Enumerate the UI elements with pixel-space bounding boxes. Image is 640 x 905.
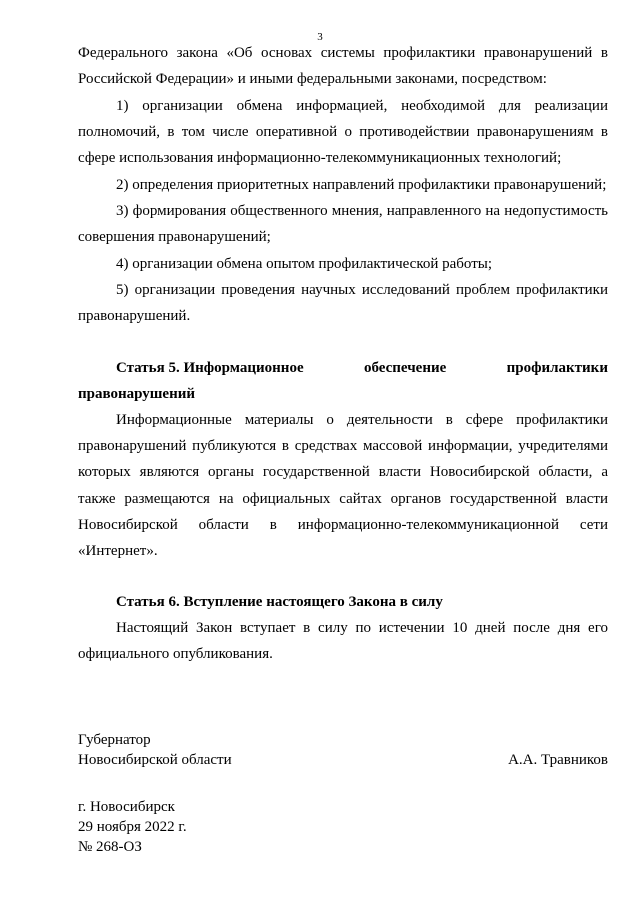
signatory-name: А.А. Травников (508, 752, 608, 768)
city: г. Новосибирск (78, 799, 175, 815)
law-number: № 268-ОЗ (78, 839, 142, 855)
place-date-block (78, 797, 187, 857)
article6-text: Настоящий Закон вступает в силу по истечении 10 дней после дня его официального опубликования. (78, 620, 608, 663)
signature-block (78, 730, 608, 770)
list-item-1: 1) организации обмена информацией, необходимой для реализации полномочий, в том числе оперативной о противодействии правонарушениям в сфере использования информационно-телекоммуникационных технологий; (78, 98, 608, 167)
article6-heading: Статья 6. Вступление настоящего Закона в силу (116, 594, 443, 610)
article5-heading (78, 355, 608, 407)
date: 29 ноября 2022 г. (78, 819, 187, 835)
article5-heading-part2: обеспечение (363, 360, 447, 376)
list-item-4: 4) организации обмена опытом профилактической работы; (116, 256, 493, 272)
article5-heading-part3: профилактики (506, 360, 608, 376)
signature-position-line1: Губернатор (78, 732, 151, 748)
page-number: 3 (317, 31, 323, 43)
list-item-3: 3) формирования общественного мнения, направленного на недопустимость совершения правонарушений; (78, 203, 608, 246)
article5-heading-line2: правонарушений (78, 386, 196, 403)
continuation-paragraph: Федерального закона «Об основах системы профилактики правонарушений в Российской Федерации» и иными федеральными законами, посредством: (78, 45, 608, 88)
signature-position-line2: Новосибирской области (78, 752, 232, 768)
article5-text: Информационные материалы о деятельности в сфере профилактики правонарушений публикуются в средствах массовой информации, учредителями которых являются органы государственной власти Новосибирской области, а также размещаются на официальных сайтах органов государственной власти Новосибирской области в информационно-телекоммуникационной сети «Интернет». (78, 412, 608, 560)
article5-heading-part1: Статья 5. Информационное (116, 360, 304, 376)
list-item-5: 5) организации проведения научных исследований проблем профилактики правонарушений. (78, 282, 608, 325)
list-item-2: 2) определения приоритетных направлений профилактики правонарушений; (116, 177, 607, 193)
